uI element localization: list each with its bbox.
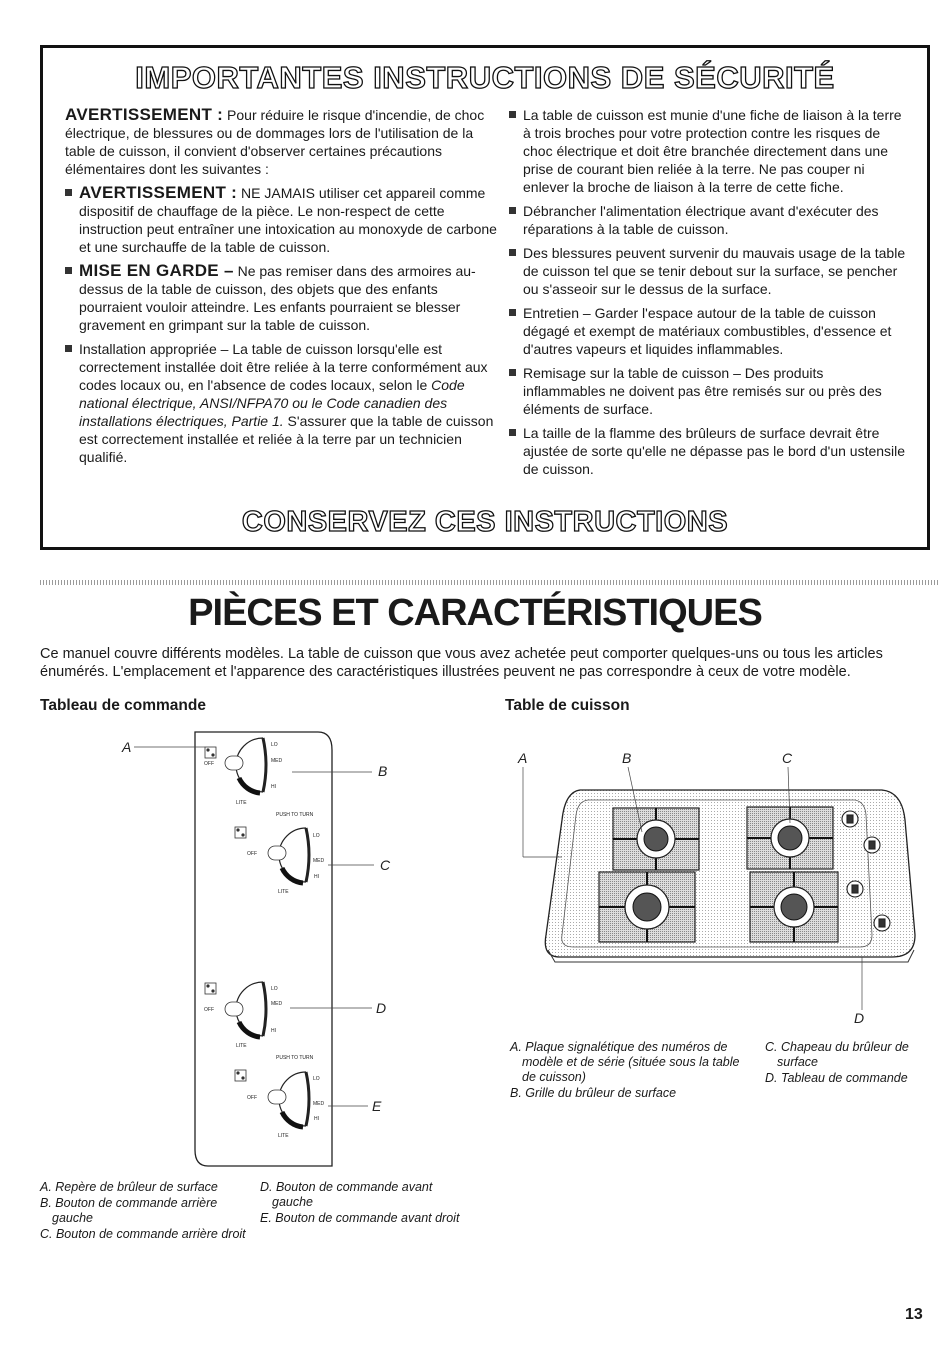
knob-front-right	[235, 1070, 325, 1139]
parts-title: PIÈCES ET CARACTÉRISTIQUES	[188, 592, 762, 634]
cooktop-diagram	[510, 745, 930, 1025]
safety-left-column	[65, 106, 501, 472]
svg-text:OFF: OFF	[204, 1007, 214, 1013]
control-label-d: D	[376, 1000, 387, 1016]
control-label-a: A	[122, 739, 132, 755]
knob-front-left	[204, 982, 314, 1061]
page-number: 13	[905, 1306, 923, 1323]
svg-text:MED: MED	[271, 1001, 283, 1007]
conserve-heading: CONSERVEZ CES INSTRUCTIONS	[241, 506, 729, 538]
flame-size-item: La taille de la flamme des brûleurs de surface devrait être ajustée de sorte qu'elle ne dépasse pas le bord d'un ustensile de cuisson.	[509, 424, 909, 478]
svg-text:PUSH TO TURN: PUSH TO TURN	[276, 1055, 314, 1061]
svg-text:OFF: OFF	[247, 851, 257, 857]
caution-storage-item: MISE EN GARDE – Ne pas remiser dans des armoires au-dessus de la table de cuisson, des objets que des enfants pourraient vouloir atteindre. Les enfants pourraient se blesser gravement en grimpant sur la table de cuisson.	[65, 262, 501, 334]
control-label-b: B	[378, 763, 388, 779]
svg-text:LO: LO	[313, 833, 320, 839]
knob-back-left	[204, 738, 314, 818]
svg-text:LO: LO	[313, 1076, 320, 1082]
svg-text:HI: HI	[271, 1028, 276, 1034]
svg-text:HI: HI	[314, 874, 319, 880]
control-captions-right: D. Bouton de commande avant gauche E. Bouton de commande avant droit	[260, 1180, 460, 1225]
ground-plug-item: La table de cuisson est munie d'une fiche de liaison à la terre à trois broches pour votre protection contre les risques de choc électrique et doit être branchée directement dans une prise de courant bien reliée à la terre. Ne pas couper ni enlever la broche de liaison à la terre de cette fiche.	[509, 106, 909, 196]
control-label-c: C	[380, 857, 391, 873]
cooktop-heading: Table de cuisson	[505, 697, 630, 714]
installation-item: Installation appropriée – La table de cuisson lorsqu'elle est correctement installée doit être reliée à la terre conformément aux codes locaux ou, en l'absence de codes locaux, selon le Code national électrique, ANSI/NFPA70 ou le Code canadien des installations électriques, Partie 1. S'assurer que la table de cuisson est correctement installée et reliée à la terre par un technicien qualifié.	[65, 340, 501, 466]
storage-item: Remisage sur la table de cuisson – Des produits inflammables ne doivent pas être remisés sur ou près des éléments de surface.	[509, 364, 909, 418]
control-panel-heading: Tableau de commande	[40, 697, 206, 714]
section-divider	[40, 580, 940, 585]
disconnect-item: Débrancher l'alimentation électrique avant d'exécuter des réparations à la table de cuisson.	[509, 202, 909, 238]
svg-text:MED: MED	[313, 1101, 325, 1107]
knob-back-right	[235, 827, 325, 895]
svg-text:LITE: LITE	[278, 889, 289, 895]
maintenance-item: Entretien – Garder l'espace autour de la table de cuisson dégagé et exempt de matériaux combustibles, d'essence et d'autres vapeurs et liquides inflammables.	[509, 304, 909, 358]
safety-right-column	[509, 106, 909, 484]
control-panel-diagram	[110, 720, 410, 1170]
svg-text:OFF: OFF	[247, 1095, 257, 1101]
svg-text:OFF: OFF	[204, 761, 214, 767]
svg-text:PUSH TO TURN: PUSH TO TURN	[276, 812, 314, 818]
cooktop-label-b: B	[622, 750, 632, 766]
svg-text:LITE: LITE	[236, 1043, 247, 1049]
parts-intro: Ce manuel couvre différents modèles. La table de cuisson que vous avez achetée peut comporter quelques-uns ou tous les articles énumérés. L'emplacement et l'apparence des caractéristiques illustrées peuvent ne pas correspondre à ceux de votre modèle.	[40, 646, 883, 680]
safety-title: IMPORTANTES INSTRUCTIONS DE SÉCURITÉ	[135, 60, 835, 95]
control-label-e: E	[372, 1098, 382, 1114]
safety-intro: AVERTISSEMENT : Pour réduire le risque d'incendie, de choc électrique, de blessures ou de dommages lors de l'utilisation de la table de cuisson, il convient d'observer certaines précautions élémentaires dont les suivantes :	[65, 105, 485, 177]
cooktop-captions-left: A. Plaque signalétique des numéros de modèle et de série (située sous la table de cuisson) B. Grille du brûleur de surface	[510, 1040, 740, 1100]
control-captions-left: A. Repère de brûleur de surface B. Bouton de commande arrière gauche C. Bouton de commande arrière droit	[40, 1180, 246, 1241]
svg-text:LO: LO	[271, 986, 278, 992]
cooktop-captions-right: C. Chapeau du brûleur de surface D. Tableau de commande	[765, 1040, 909, 1085]
svg-text:MED: MED	[313, 858, 325, 864]
cooktop-label-c: C	[782, 750, 793, 766]
svg-text:LITE: LITE	[236, 800, 247, 806]
svg-text:HI: HI	[314, 1116, 319, 1122]
svg-text:MED: MED	[271, 758, 283, 764]
misuse-item: Des blessures peuvent survenir du mauvais usage de la table de cuisson tel que se tenir debout sur la surface, se pencher ou s'asseoir sur le dessus de la surface.	[509, 244, 909, 298]
svg-text:HI: HI	[271, 784, 276, 790]
svg-text:LO: LO	[271, 742, 278, 748]
safety-box	[40, 45, 930, 550]
cooktop-label-d: D	[854, 1010, 865, 1025]
warning-heating-item: AVERTISSEMENT : NE JAMAIS utiliser cet appareil comme dispositif de chauffage de la pièce. Le non-respect de cette instruction peut entraîner une intoxication au monoxyde de carbone et une surchauffe de la table de cuisson.	[65, 184, 501, 256]
svg-text:LITE: LITE	[278, 1133, 289, 1139]
cooktop-label-a: A	[518, 750, 528, 766]
